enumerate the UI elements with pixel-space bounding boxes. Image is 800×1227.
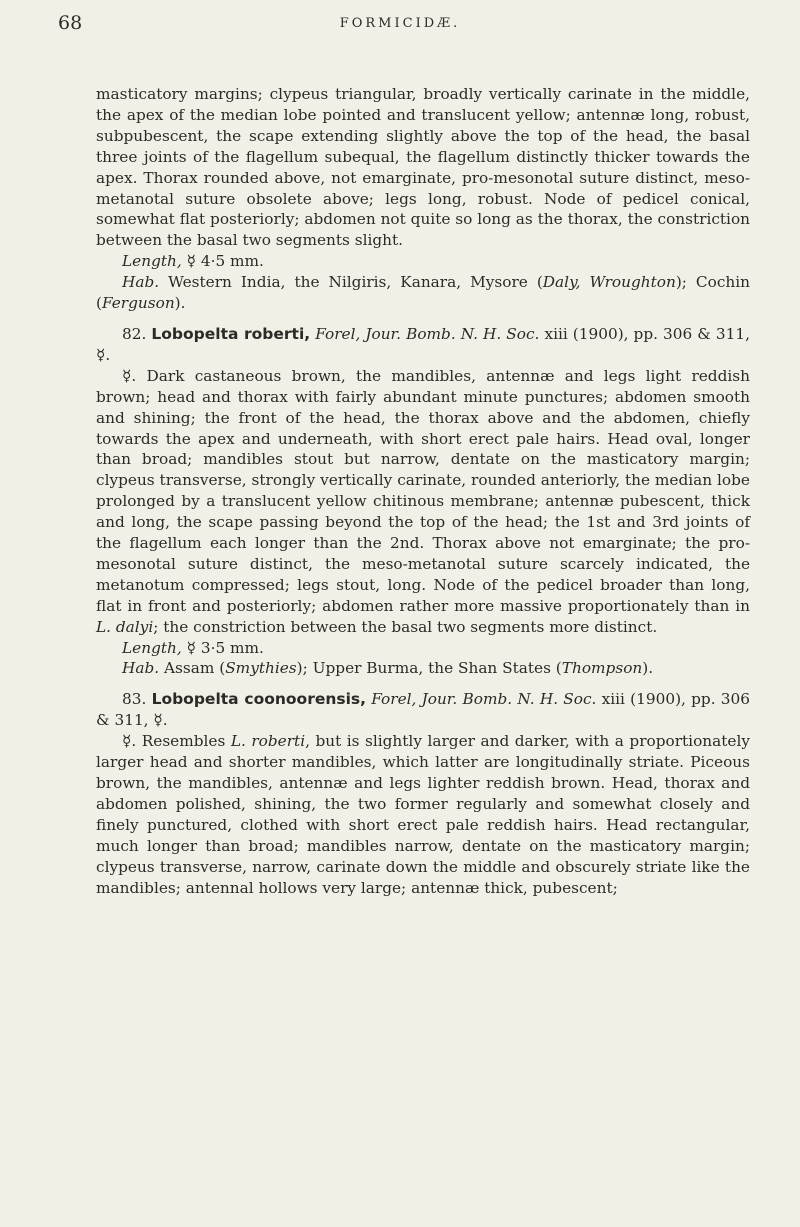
- species-citation: Forel, Jour. Bomb. N. H. Soc.: [315, 324, 540, 343]
- habitat-text: ).: [174, 294, 186, 313]
- page-header: [0, 12, 800, 42]
- collector-name: Smythies: [225, 659, 297, 678]
- species-name: Lobopelta roberti,: [151, 324, 311, 343]
- description-text: ☿. Resembles: [122, 732, 226, 751]
- collector-name: Thompson: [561, 659, 643, 678]
- species-number: 83.: [122, 690, 147, 709]
- comparison-species: L. dalyi: [96, 617, 154, 636]
- length-label: Length,: [122, 252, 182, 271]
- collector-name: Ferguson: [101, 294, 175, 313]
- running-head: FORMICIDÆ.: [339, 16, 461, 31]
- comparison-species: L. roberti: [230, 732, 306, 751]
- species-citation-rest: xiii (1900), pp. 306 & 311, ☿.: [96, 690, 750, 730]
- species-83-heading: [96, 689, 750, 731]
- habitat-text: Assam (: [164, 659, 226, 678]
- length-value: ☿ 3·5 mm.: [186, 638, 264, 657]
- habitat-text: ); Cochin (: [96, 273, 751, 313]
- intro-length: [96, 251, 750, 272]
- habitat-label: Hab.: [122, 659, 160, 678]
- species-citation: Forel, Jour. Bomb. N. H. Soc.: [371, 690, 597, 709]
- species-83-description: [96, 731, 750, 898]
- length-label: Length,: [122, 638, 182, 657]
- species-82-heading: [96, 324, 750, 366]
- species-82-description: [96, 366, 750, 638]
- habitat-text: Western India, the Nilgiris, Kanara, Mysore (: [168, 273, 543, 292]
- collector-name: Daly, Wroughton: [542, 273, 676, 292]
- page-body: [96, 84, 750, 898]
- species-name: Lobopelta coonoorensis,: [151, 690, 367, 709]
- species-82-length: [96, 638, 750, 659]
- habitat-text: ).: [642, 659, 654, 678]
- species-number: 82.: [122, 324, 147, 343]
- length-value: ☿ 4·5 mm.: [186, 252, 264, 271]
- habitat-text: ); Upper Burma, the Shan States (: [296, 659, 562, 678]
- intro-habitat: [96, 272, 750, 314]
- species-82-habitat: [96, 658, 750, 679]
- description-text: ; the constriction between the basal two segments more distinct.: [153, 617, 658, 636]
- page-number: 68: [58, 12, 83, 34]
- intro-paragraph: masticatory margins; clypeus triangular, broadly vertically carinate in the middle, the apex of the median lobe pointed and translucent yellow; antennæ long, robust, subpubescent, the scape extending slightly above the top of the head, the basal three joints of the flagellum subequal, the flagellum distinctly thicker towards the apex. Thorax rounded above, not emarginate, pro-mesonotal suture distinct, meso-metanotal suture obsolete above; legs long, robust. Node of pedicel conical, somewhat flat posteriorly; abdomen not quite so long as the thorax, the constriction between the basal two segments slight.: [96, 85, 750, 250]
- habitat-label: Hab.: [122, 273, 160, 292]
- species-citation-rest: xiii (1900), pp. 306 & 311, ☿.: [96, 324, 750, 364]
- description-text: , but is slightly larger and darker, with a proportionately larger head and shorter mandibles, which latter are longitudinally striate. Piceous brown, the mandibles, antennæ and legs lighter reddish brown. Head, thorax and abdomen polished, shining, the two former regularly and somewhat closely and finely punctured, clothed with short erect pale reddish hairs. Head rectangular, much longer than broad; mandibles narrow, dentate on the masticatory margin; clypeus transverse, narrow, carinate down the middle and obscurely striate like the mandibles; antennal hollows very large; antennæ thick, pubescent;: [96, 732, 750, 897]
- description-text: ☿. Dark castaneous brown, the mandibles, antennæ and legs light reddish brown; head and thorax with fairly abundant minute punctures; abdomen smooth and shining; the front of the head, the thorax above and the abdomen, chiefly towards the apex and underneath, with short erect pale hairs. Head oval, longer than broad; mandibles stout but narrow, dentate on the masticatory margin; clypeus transverse, strongly vertically carinate, rounded anteriorly, the median lobe prolonged by a translucent yellow chitinous membrane; antennæ pubescent, thick and long, the scape passing beyond the top of the head; the 1st and 3rd joints of the flagellum each longer than the 2nd. Thorax above not emarginate; the pro-mesonotal suture distinct, the meso-metanotal suture scarcely indicated, the metanotum compressed; legs stout, long. Node of the pedicel broader than long, flat in front and posteriorly; abdomen rather more massive proportionately than in: [96, 366, 750, 615]
